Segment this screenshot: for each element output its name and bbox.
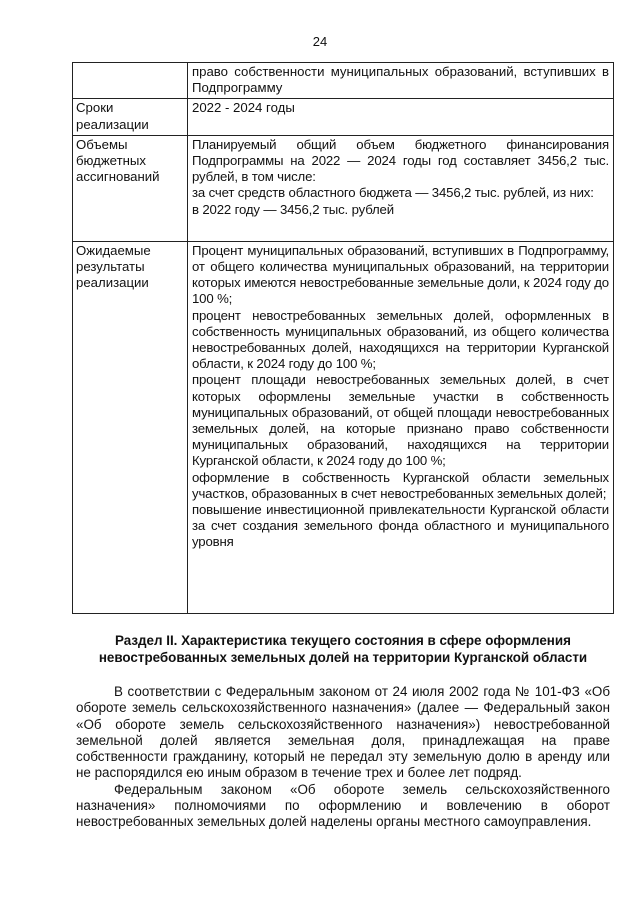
row-value [188,99,614,135]
table-row [73,63,614,99]
table-row [73,241,614,613]
table-row [73,99,614,135]
row-value [188,241,614,613]
value-paragraph: процент площади невостребованных земельных долей, в счет которых оформлены земельные участки в собственность муниципальных образований, от общей площади невостребованных земельных долей, на которые признано право собственности муниципальных образований, находящихся на территории Курганской области, к 2024 году до 100 %; [192,372,609,469]
body-paragraph: В соответствии с Федеральным законом от 24 июля 2002 года № 101-ФЗ «Об обороте земель сельскохозяйственного назначения» (далее — Федеральный закон «Об обороте земель сельскохозяйственного назначения») невостребованной земельной долей является земельная доля, принадлежащая на праве собственности гражданину, который не передал эту земельную долю в аренду или не распорядился ею иным образом в течение трех и более лет подряд. [76,684,610,781]
row-label [73,63,188,99]
row-value [188,63,614,99]
row-label: Сроки реализации [73,99,188,135]
value-paragraph: оформление в собственность Курганской области земельных участков, образованных в счет невостребованных земельных долей; [192,469,609,501]
page-number: 24 [312,34,328,49]
row-value [188,135,614,241]
value-paragraph: право собственности муниципальных образований, вступивших в Подпрограмму [192,64,609,96]
value-paragraph: Процент муниципальных образований, вступивших в Подпрограмму, от общего количества муниципальных образований, на территории которых имеются невостребованные земельные доли, к 2024 году до 100 %; [192,242,609,307]
value-paragraph: процент невостребованных земельных долей, оформленных в собственность муниципальных образований, из общего количества невостребованных долей, находящихся на территории Курганской области, к 2024 году до 100 %; [192,307,609,372]
section-title-line: невостребованных земельных долей на территории Курганской области [98,650,588,665]
section-body [76,684,610,831]
section-title-line: Раздел II. Характеристика текущего состояния в сфере оформления [115,633,571,648]
body-paragraph: Федеральным законом «Об обороте земель сельскохозяйственного назначения» полномочиями по оформлению и вовлечению в оборот невостребованных земельных долей наделены органы местного самоуправления. [76,781,610,830]
section-title [72,632,614,666]
value-paragraph: 2022 - 2024 годы [192,100,295,116]
value-paragraph: в 2022 году — 3456,2 тыс. рублей [192,201,394,217]
value-paragraph: Планируемый общий объем бюджетного финансирования Подпрограммы на 2022 — 2024 годы год составляет 3456,2 тыс. рублей, в том числе: [192,136,609,185]
row-label: Объемы бюджетных ассигнований [73,135,188,241]
row-label: Ожидаемые результаты реализации [73,241,188,613]
table-row [73,135,614,241]
value-paragraph: за счет средств областного бюджета — 3456,2 тыс. рублей, из них: [192,185,594,201]
value-paragraph: повышение инвестиционной привлекательности Курганской области за счет создания земельного фонда областного и муниципального уровня [192,502,609,550]
passport-table [72,62,614,614]
